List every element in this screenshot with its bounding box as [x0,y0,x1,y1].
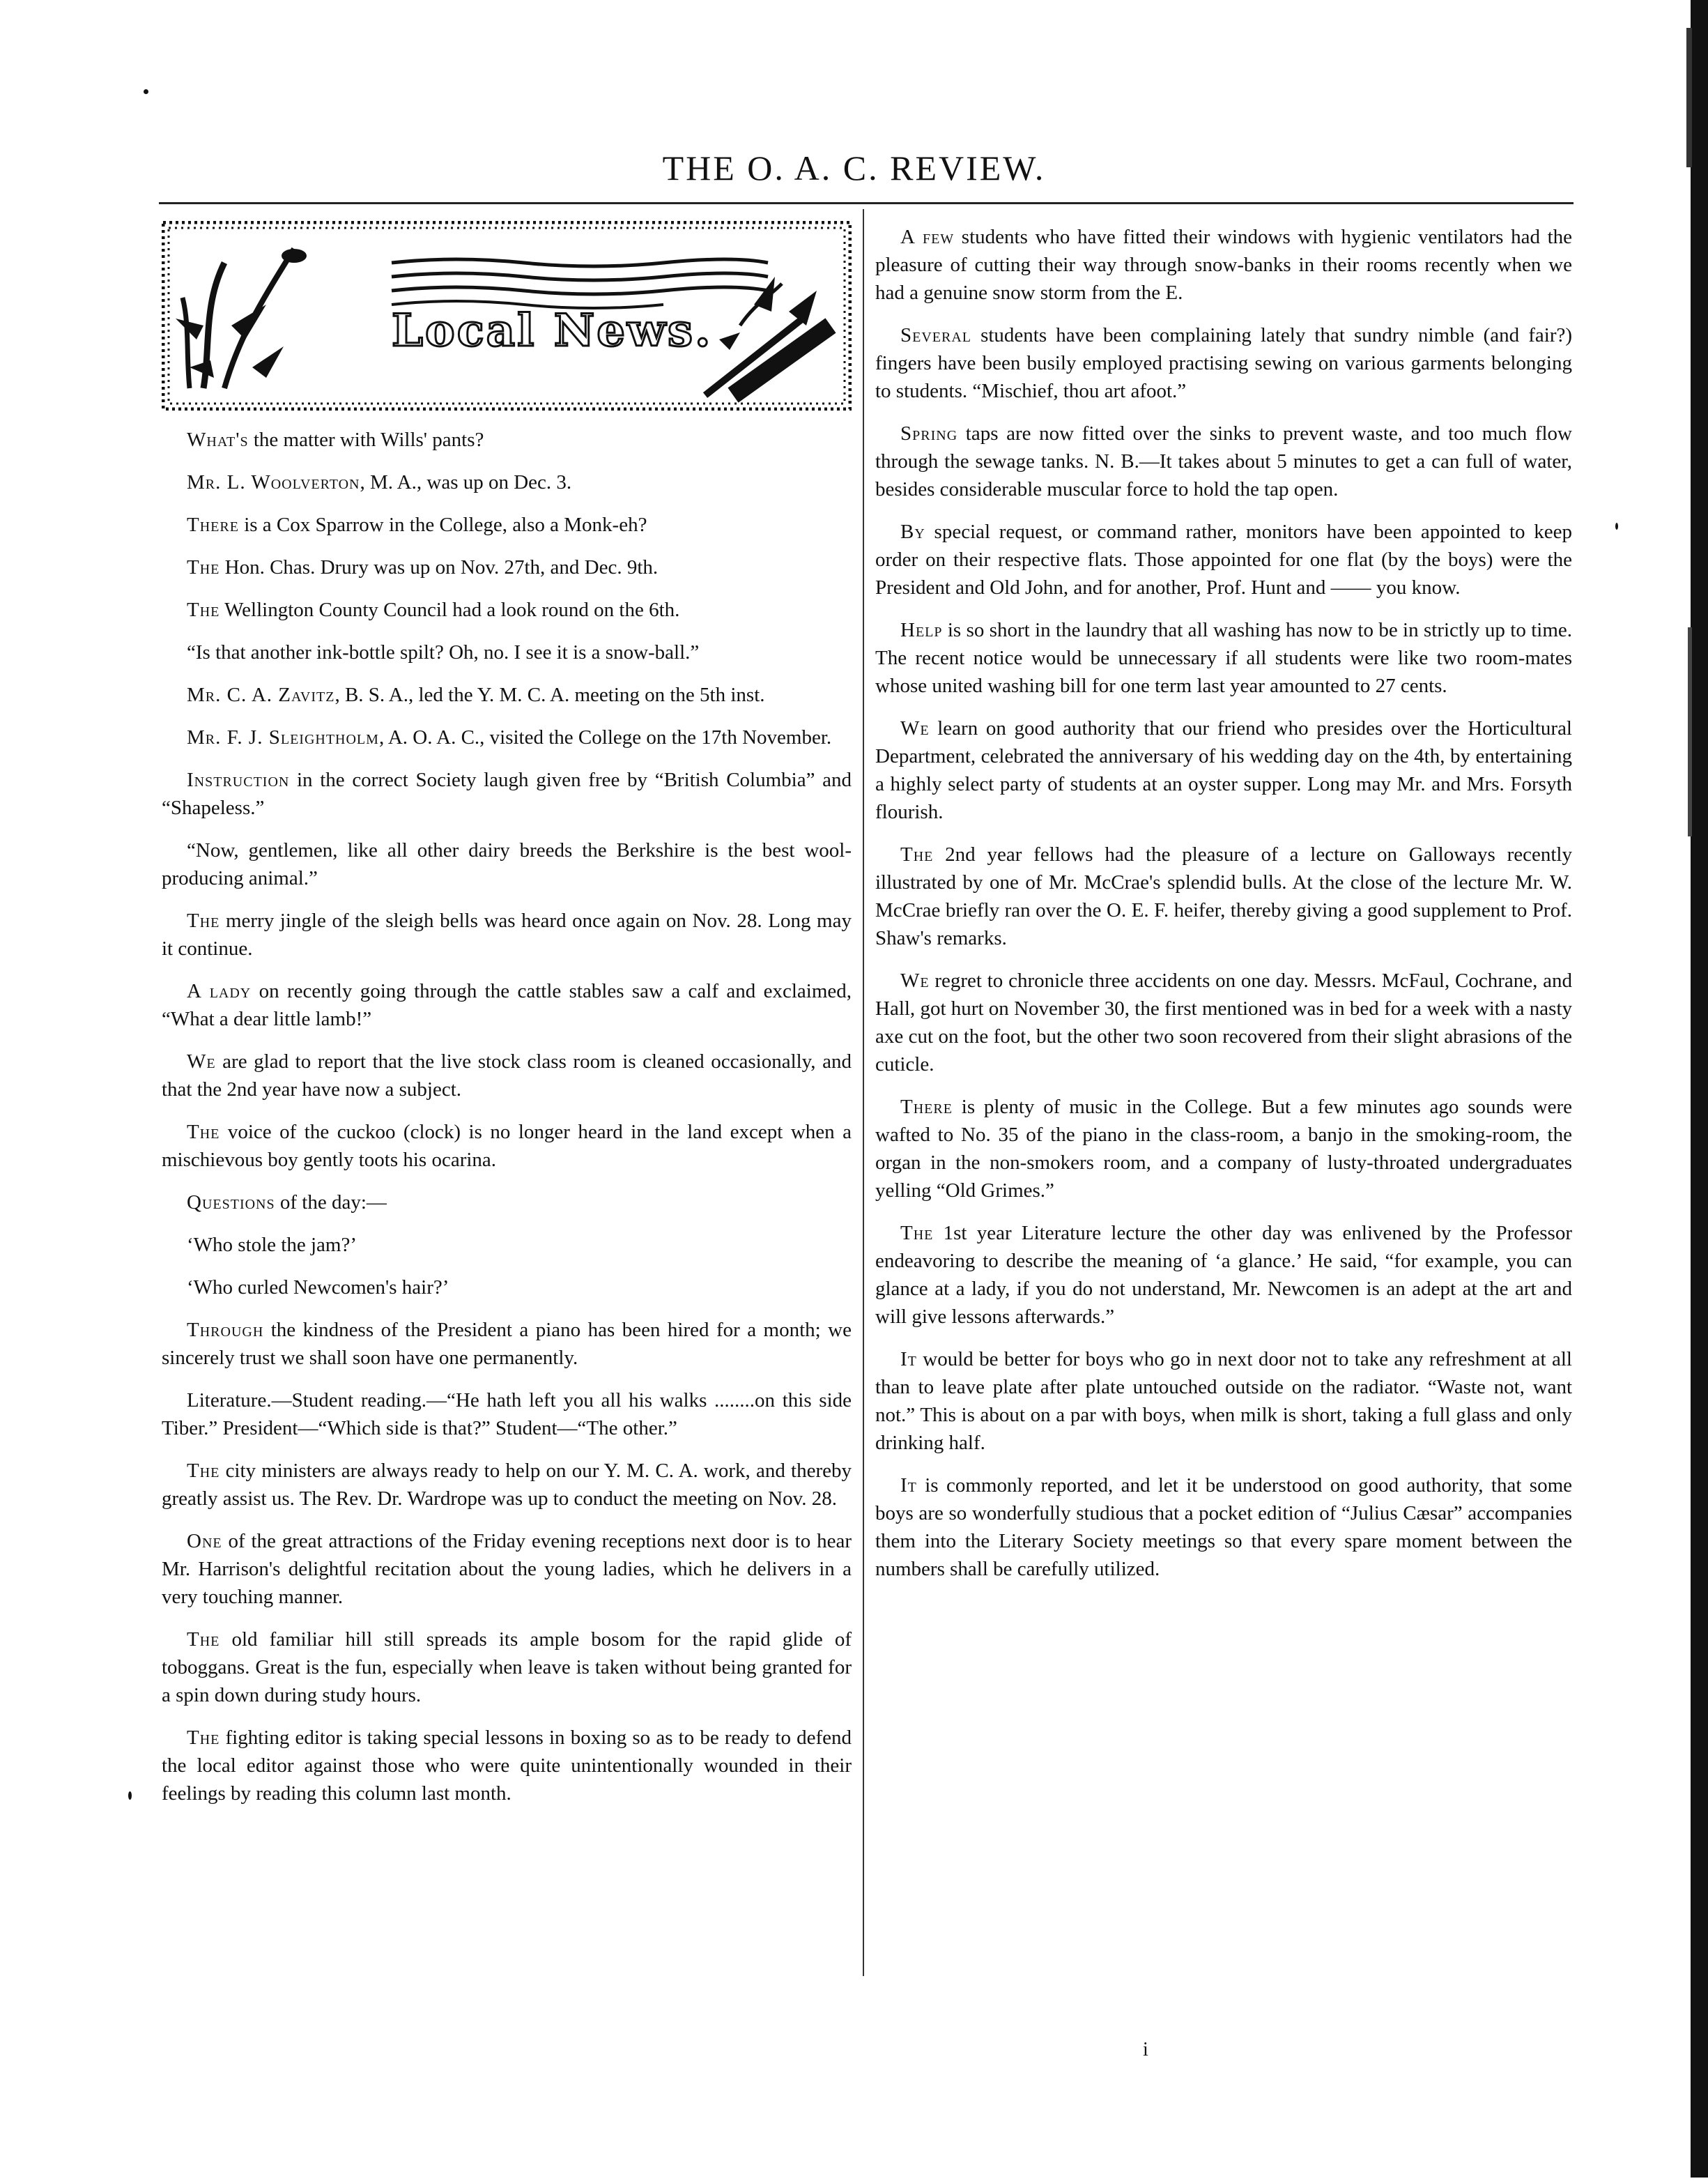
news-item-text: , M. A., was up on Dec. 3. [360,471,572,493]
news-item-lead: The [187,1460,220,1482]
news-item-lead: There [187,514,239,536]
news-item [162,1724,852,1807]
news-item-text: is plenty of music in the College. But a few minutes ago sounds were wafted to No. 35 of the piano in the class-room, a banjo in the smoking-room, the organ in the non-smokers room, and a company of lusty-throated undergraduates yelling “Old Grimes.” [875,1096,1572,1202]
news-item-lead: The [900,1222,934,1244]
news-item [162,1048,852,1103]
news-item-text: , A. O. A. C., visited the College on the 17th November. [378,726,832,749]
news-item-lead: A lady [187,980,252,1002]
news-item [162,511,852,539]
news-item-lead: What's [187,429,249,451]
left-column [162,223,852,1822]
news-item-text: students who have fitted their windows with hygienic ventilators had the pleasure of cutting their way through snow-banks in their rooms recently when we had a genuine snow storm from the E. [875,226,1572,304]
news-item [875,518,1572,602]
news-item-lead: One [187,1530,222,1552]
news-item-text: taps are now fitted over the sinks to prevent waste, and too much flow through the sewage tanks. N. B.—It takes about 5 minutes to get a can full of water, besides considerable muscular force to hold the tap open. [875,422,1572,500]
news-item-text: fighting editor is taking special lessons in boxing so as to be ready to defend the local editor against those who were quite unintentionally wounded in their feelings by reading this column last month. [162,1727,852,1805]
news-item-lead: Mr. L. Woolverton [187,471,360,493]
news-item-lead: We [187,1050,216,1073]
news-item-text: learn on good authority that our friend who presides over the Horticultural Department, celebrated the anniversary of his wedding day on the 4th, by entertaining a highly select party of students at an oyster supper. Long may Mr. and Mrs. Forsyth flourish. [875,717,1572,823]
news-item [875,420,1572,503]
news-item-text: is so short in the laundry that all washing has now to be in strictly up to time. The recent notice would be unnecessary if all students were like two room-mates whose united washing bill for one term last year amounted to 27 cents. [875,619,1572,697]
news-item-lead: Questions [187,1191,275,1214]
news-item-text: 2nd year fellows had the pleasure of a lecture on Galloways recently illustrated by one of Mr. McCrae's splendid bulls. At the close of the lecture Mr. W. McCrae briefly ran over the O. E. F. heifer, thereby giving a good supplement to Prof. Shaw's remarks. [875,843,1572,949]
news-item-lead: There [900,1096,953,1118]
news-item-lead: The [187,1727,220,1749]
news-item [162,1386,852,1442]
column-divider [863,209,864,1976]
news-item-text: the kindness of the President a piano has been hired for a month; we sincerely trust we shall soon have one permanently. [162,1319,852,1369]
news-item-lead: Through [187,1319,264,1341]
right-column-articles [875,223,1572,1583]
news-item-text: regret to chronicle three accidents on one day. Messrs. McFaul, Cochrane, and Hall, got hurt on November 30, the first mentioned was in bed for a week with a nasty axe cut on the foot, but the other two soon recovered from their slight abrasions of the cuticle. [875,970,1572,1076]
news-item [875,1219,1572,1331]
news-item-text: , B. S. A., led the Y. M. C. A. meeting on the 5th inst. [334,684,765,706]
print-speck [144,89,148,94]
news-item-lead: A few [900,226,955,248]
news-item-lead: The [187,1121,220,1143]
news-item [162,907,852,963]
news-item-text: 1st year Literature lecture the other day was enlivened by the Professor endeavoring to describe the meaning of ‘a glance.’ He said, “for example, you can glance at a lady, if you do not understand, Mr. Newcomen is an adept at the art and will give lessons afterwards.” [875,1222,1572,1328]
news-item [875,1345,1572,1457]
news-item [162,426,852,454]
news-item [162,1273,852,1301]
news-item-lead: The [187,1628,220,1651]
news-item [875,967,1572,1078]
news-item-text: “Is that another ink-bottle spilt? Oh, no. I see it is a snow-ball.” [187,641,700,664]
page-title: THE O. A. C. REVIEW. [662,148,1046,188]
news-item [162,724,852,751]
page-edge-shadow [1685,0,1708,2178]
print-speck [1615,523,1618,530]
news-item-lead: The [187,599,220,621]
news-item-lead: Several [900,324,972,346]
news-item [162,1188,852,1216]
local-news-ornament [162,221,852,411]
news-item [162,681,852,709]
right-column [875,223,1572,1598]
news-item [162,1316,852,1372]
news-item-lead: Help [900,619,943,641]
news-item [162,553,852,581]
news-item [875,321,1572,405]
page-folio: i [1143,2039,1148,2060]
news-item-text: merry jingle of the sleigh bells was heard once again on Nov. 28. Long may it continue. [162,910,852,960]
news-item-lead: Mr. F. J. Sleightholm [187,726,379,749]
news-item [162,638,852,666]
news-item [875,1471,1572,1583]
news-item-text: ‘Who stole the jam?’ [187,1234,357,1256]
print-speck [128,1791,132,1800]
news-item-text: of the day:— [275,1191,387,1214]
news-item [162,1231,852,1259]
left-column-articles [162,426,852,1807]
news-item [162,596,852,624]
news-item-text: would be better for boys who go in next door not to take any refreshment at all than to leave plate after plate untouched outside on the radiator. “Waste not, want not.” This is about on a par with boys, when milk is short, taking a full glass and only drinking half. [875,1348,1572,1454]
news-item [875,714,1572,826]
news-item-lead: We [900,970,930,992]
news-item [162,766,852,822]
news-item-lead: The [187,910,220,932]
news-item-lead: The [900,843,934,866]
news-item [162,1118,852,1174]
news-item-text: is a Cox Sparrow in the College, also a Monk-eh? [238,514,647,536]
news-item [162,977,852,1033]
news-item-lead: The [187,556,220,579]
news-item-lead: Spring [900,422,958,445]
news-item-text: are glad to report that the live stock class room is cleaned occasionally, and that the 2nd year have now a subject. [162,1050,852,1101]
news-item-text: special request, or command rather, monitors have been appointed to keep order on their respective flats. Those appointed for one flat (by the boys) were the President and Old John, and for another, Prof. Hunt and —— you know. [875,521,1572,599]
news-item-text: voice of the cuckoo (clock) is no longer heard in the land except when a mischievous boy gently toots his ocarina. [162,1121,852,1171]
news-item-text: Wellington County Council had a look round on the 6th. [220,599,680,621]
news-item [162,468,852,496]
news-item [162,1625,852,1709]
news-item-lead: It [900,1474,917,1497]
news-item [162,836,852,892]
news-item-lead: By [900,521,925,543]
news-item-text: “Now, gentlemen, like all other dairy breeds the Berkshire is the best wool-producing animal.” [162,839,852,889]
news-item-text: of the great attractions of the Friday evening receptions next door is to hear Mr. Harrison's delightful recitation about the young ladies, which he delivers in a very touching manner. [162,1530,852,1608]
title-rule [159,202,1574,204]
news-item-text: Hon. Chas. Drury was up on Nov. 27th, and Dec. 9th. [220,556,659,579]
news-item [875,841,1572,952]
news-item-text: on recently going through the cattle stables saw a calf and exclaimed, “What a dear little lamb!” [162,980,852,1030]
news-item-text: old familiar hill still spreads its ample bosom for the rapid glide of toboggans. Great is the fun, especially when leave is taken without being granted for a spin down during study hours. [162,1628,852,1706]
news-item [162,1457,852,1513]
news-item-lead: It [900,1348,917,1370]
news-item-lead: Instruction [187,769,290,791]
news-item [875,616,1572,700]
news-item-text: the matter with Wills' pants? [248,429,484,451]
local-news-heading: Local News. [392,305,713,357]
news-item-lead: We [900,717,930,740]
news-item-text: Literature.—Student reading.—“He hath left you all his walks ........on this side Tiber.” President—“Which side is that?” Student—“The other.” [162,1389,852,1439]
news-item [162,1527,852,1611]
news-item-text: is commonly reported, and let it be understood on good authority, that some boys are so wonderfully studious that a pocket edition of “Julius Cæsar” accompanies them into the Literary Society meetings so that every spare moment between the numbers shall be carefully utilized. [875,1474,1572,1580]
news-item-text: city ministers are always ready to help on our Y. M. C. A. work, and thereby greatly assist us. The Rev. Dr. Wardrope was up to conduct the meeting on Nov. 28. [162,1460,852,1510]
news-item-text: students have been complaining lately that sundry nimble (and fair?) fingers have been busily employed practising sewing on various garments belonging to students. “Mischief, thou art afoot.” [875,324,1572,402]
news-item-text: in the correct Society laugh given free by “British Columbia” and “Shapeless.” [162,769,852,819]
news-item-text: ‘Who curled Newcomen's hair?’ [187,1276,449,1299]
news-item-lead: Mr. C. A. Zavitz [187,684,335,706]
news-item [875,1093,1572,1204]
news-item [875,223,1572,307]
